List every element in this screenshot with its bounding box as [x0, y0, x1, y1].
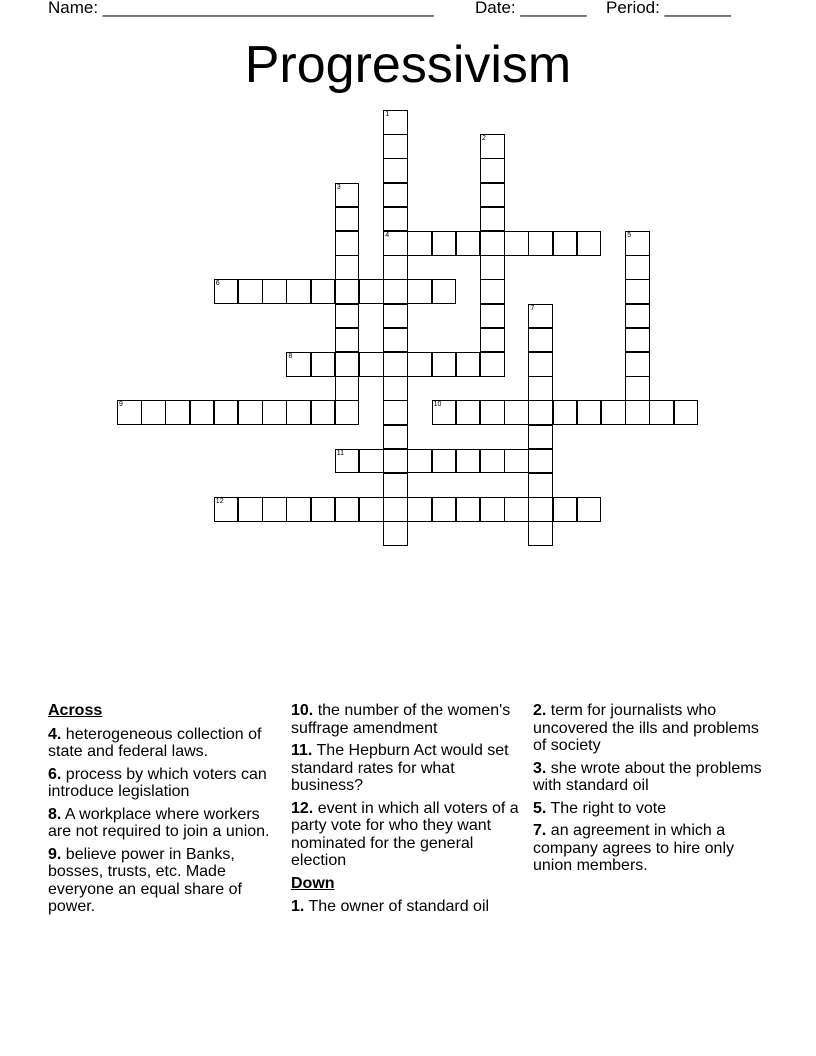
- crossword-cell[interactable]: [262, 400, 287, 425]
- crossword-cell[interactable]: [383, 473, 408, 498]
- crossword-cell[interactable]: [383, 231, 408, 256]
- crossword-cell[interactable]: [528, 376, 553, 401]
- crossword-cell[interactable]: [407, 449, 432, 474]
- crossword-cell[interactable]: [383, 400, 408, 425]
- crossword-cell[interactable]: [528, 497, 553, 522]
- crossword-cell[interactable]: [480, 158, 505, 183]
- crossword-cell[interactable]: [407, 231, 432, 256]
- crossword-cell[interactable]: [335, 376, 360, 401]
- clues-column-3: [533, 702, 769, 880]
- clue-number: 2.: [533, 702, 547, 719]
- crossword-cell[interactable]: [553, 231, 578, 256]
- crossword-cell[interactable]: [480, 304, 505, 329]
- clue-item: [533, 760, 769, 795]
- crossword-cell[interactable]: [625, 376, 650, 401]
- clue-text: The right to vote: [550, 799, 667, 817]
- crossword-cell[interactable]: [625, 304, 650, 329]
- crossword-cell[interactable]: [311, 352, 336, 377]
- crossword-cell[interactable]: [504, 231, 529, 256]
- crossword-cell-number: 7: [530, 304, 535, 312]
- crossword-cell[interactable]: [625, 328, 650, 353]
- crossword-cell[interactable]: [359, 497, 384, 522]
- clue-number: 1.: [291, 898, 305, 915]
- crossword-cell[interactable]: [528, 449, 553, 474]
- crossword-cell[interactable]: [262, 279, 287, 304]
- clue-text: heterogeneous collection of state and federal laws.: [48, 725, 262, 760]
- crossword-cell[interactable]: [625, 279, 650, 304]
- crossword-cell[interactable]: [335, 207, 360, 232]
- crossword-cell[interactable]: [456, 352, 481, 377]
- crossword-cell[interactable]: [674, 400, 699, 425]
- clue-text: process by which voters can introduce legislation: [48, 765, 267, 800]
- crossword-cell[interactable]: [625, 352, 650, 377]
- clue-item: [533, 822, 769, 875]
- crossword-cell-number: 3: [336, 183, 341, 191]
- crossword-cell[interactable]: [528, 352, 553, 377]
- crossword-cell[interactable]: [262, 497, 287, 522]
- crossword-cell-number: 5: [627, 232, 632, 239]
- crossword-cell[interactable]: [407, 352, 432, 377]
- crossword-cell[interactable]: [553, 400, 578, 425]
- crossword-cell[interactable]: [577, 231, 602, 256]
- crossword-cell[interactable]: [214, 279, 239, 304]
- crossword-cell[interactable]: [383, 279, 408, 304]
- crossword-cell[interactable]: [480, 207, 505, 232]
- clue-number: 10.: [291, 702, 314, 719]
- clue-text: event in which all voters of a party vote for who they want nominated for the general election: [291, 799, 519, 869]
- crossword-cell[interactable]: [528, 400, 553, 425]
- crossword-cell-number: 4: [385, 232, 390, 239]
- clue-number: 12.: [291, 799, 314, 817]
- crossword-cell[interactable]: [456, 497, 481, 522]
- crossword-cell-number: 10: [433, 401, 442, 409]
- crossword-cell[interactable]: [480, 449, 505, 474]
- crossword-cell[interactable]: [383, 352, 408, 377]
- crossword-cell[interactable]: [383, 134, 408, 159]
- clue-number: 8.: [48, 805, 62, 823]
- clue-item: [291, 898, 521, 916]
- crossword-cell[interactable]: [480, 328, 505, 353]
- crossword-cell[interactable]: [383, 110, 408, 135]
- crossword-cell[interactable]: [286, 279, 311, 304]
- clue-item: [48, 766, 284, 801]
- clue-number: 6.: [48, 765, 62, 783]
- crossword-cell[interactable]: [335, 304, 360, 329]
- crossword-cell[interactable]: [383, 255, 408, 280]
- crossword-cell-number: 12: [215, 498, 224, 506]
- crossword-cell[interactable]: [432, 279, 457, 304]
- clue-number: 9.: [48, 845, 62, 863]
- clue-item: [291, 702, 521, 737]
- clue-number: 3.: [533, 759, 547, 777]
- crossword-cell[interactable]: [528, 304, 553, 329]
- clue-item: [48, 726, 284, 761]
- crossword-cell[interactable]: [335, 183, 360, 208]
- crossword-cell[interactable]: [432, 497, 457, 522]
- crossword-cell[interactable]: [335, 449, 360, 474]
- clue-text: she wrote about the problems with standard oil: [533, 759, 762, 794]
- clue-number: 11.: [291, 742, 313, 759]
- crossword-cell[interactable]: [335, 497, 360, 522]
- crossword-cell[interactable]: [286, 352, 311, 377]
- crossword-cell[interactable]: [577, 497, 602, 522]
- crossword-cell[interactable]: [335, 231, 360, 256]
- clue-text: A workplace where workers are not required to join a union.: [48, 805, 270, 840]
- crossword-cell[interactable]: [141, 400, 166, 425]
- crossword-cell[interactable]: [238, 497, 263, 522]
- crossword-cell[interactable]: [407, 497, 432, 522]
- name-field-label[interactable]: Name: ___________________________________: [48, 0, 434, 17]
- crossword-cell[interactable]: [456, 449, 481, 474]
- crossword-cell[interactable]: [480, 279, 505, 304]
- clue-item: [48, 806, 284, 841]
- crossword-cell[interactable]: [383, 328, 408, 353]
- crossword-cell[interactable]: [383, 425, 408, 450]
- clue-text: The Hepburn Act would set standard rates for what business?: [291, 742, 509, 794]
- crossword-cell[interactable]: [335, 255, 360, 280]
- clue-item: [291, 742, 521, 795]
- crossword-cell[interactable]: [528, 231, 553, 256]
- clue-text: The owner of standard oil: [308, 898, 490, 915]
- clue-text: an agreement in which a company agrees to hire only union members.: [533, 822, 734, 874]
- crossword-cell[interactable]: [504, 400, 529, 425]
- crossword-cell[interactable]: [480, 400, 505, 425]
- crossword-cell[interactable]: [190, 400, 215, 425]
- crossword-cell[interactable]: [383, 521, 408, 546]
- clue-number: 4.: [48, 725, 62, 743]
- crossword-cell[interactable]: [480, 255, 505, 280]
- clue-number: 7.: [533, 822, 547, 839]
- crossword-cell[interactable]: [480, 352, 505, 377]
- crossword-cell[interactable]: [238, 279, 263, 304]
- crossword-cell[interactable]: [165, 400, 190, 425]
- crossword-cell[interactable]: [528, 328, 553, 353]
- crossword-cell[interactable]: [649, 400, 674, 425]
- crossword-cell[interactable]: [335, 352, 360, 377]
- clue-text: believe power in Banks, bosses, trusts, etc. Made everyone an equal share of power.: [48, 845, 242, 915]
- crossword-cell[interactable]: [286, 400, 311, 425]
- crossword-cell[interactable]: [359, 352, 384, 377]
- crossword-cell[interactable]: [383, 183, 408, 208]
- clues-column-2: [291, 702, 521, 921]
- crossword-cell[interactable]: [407, 279, 432, 304]
- crossword-cell[interactable]: [504, 497, 529, 522]
- crossword-cell[interactable]: [117, 400, 142, 425]
- crossword-cell[interactable]: [432, 449, 457, 474]
- crossword-cell[interactable]: [528, 521, 553, 546]
- crossword-cell[interactable]: [601, 400, 626, 425]
- crossword-cell[interactable]: [577, 400, 602, 425]
- crossword-cell[interactable]: [432, 400, 457, 425]
- crossword-cell[interactable]: [335, 279, 360, 304]
- crossword-cell[interactable]: [383, 304, 408, 329]
- clue-item: [291, 800, 521, 870]
- crossword-cell[interactable]: [383, 449, 408, 474]
- crossword-cell-number: 11: [336, 449, 345, 457]
- crossword-cell[interactable]: [553, 497, 578, 522]
- crossword-cell-number: 1: [385, 111, 390, 118]
- period-field-label[interactable]: Period: _______: [606, 0, 731, 17]
- crossword-cell[interactable]: [383, 207, 408, 232]
- crossword-cell[interactable]: [480, 183, 505, 208]
- crossword-cell-number: 2: [482, 135, 486, 143]
- clue-item: [533, 800, 769, 818]
- crossword-cell[interactable]: [456, 231, 481, 256]
- crossword-cell[interactable]: [528, 425, 553, 450]
- crossword-cell[interactable]: [528, 473, 553, 498]
- crossword-cell-number: 9: [119, 401, 123, 409]
- down-heading: Down: [291, 874, 335, 892]
- clue-item: [48, 846, 284, 916]
- page-title: Progressivism: [244, 36, 572, 94]
- crossword-cell[interactable]: [214, 400, 239, 425]
- clue-item: [533, 702, 769, 755]
- crossword-cell[interactable]: [311, 279, 336, 304]
- date-field-label[interactable]: Date: _______: [475, 0, 587, 17]
- crossword-cell[interactable]: [359, 449, 384, 474]
- clue-text: the number of the women's suffrage amendment: [291, 702, 511, 737]
- clue-text: term for journalists who uncovered the ills and problems of society: [533, 702, 759, 754]
- crossword-cell[interactable]: [504, 449, 529, 474]
- crossword-cell[interactable]: [625, 255, 650, 280]
- crossword-cell[interactable]: [432, 352, 457, 377]
- clue-number: 5.: [533, 799, 547, 817]
- crossword-cell[interactable]: [359, 279, 384, 304]
- crossword-cell[interactable]: [311, 497, 336, 522]
- crossword-cell[interactable]: [480, 134, 505, 159]
- crossword-cell[interactable]: [625, 400, 650, 425]
- clues-column-1: [48, 702, 284, 921]
- crossword-cell[interactable]: [383, 376, 408, 401]
- crossword-cell[interactable]: [335, 400, 360, 425]
- crossword-cell[interactable]: [335, 328, 360, 353]
- crossword-cell[interactable]: [480, 231, 505, 256]
- crossword-cell-number: 8: [288, 353, 293, 360]
- crossword-cell[interactable]: [311, 400, 336, 425]
- crossword-cell[interactable]: [432, 231, 457, 256]
- crossword-cell[interactable]: [383, 497, 408, 522]
- across-heading: Across: [48, 702, 103, 719]
- crossword-cell[interactable]: [480, 497, 505, 522]
- crossword-cell[interactable]: [625, 231, 650, 256]
- crossword-cell[interactable]: [383, 158, 408, 183]
- crossword-cell[interactable]: [214, 497, 239, 522]
- crossword-cell[interactable]: [456, 400, 481, 425]
- crossword-cell[interactable]: [238, 400, 263, 425]
- crossword-cell[interactable]: [286, 497, 311, 522]
- crossword-cell-number: 6: [215, 280, 220, 288]
